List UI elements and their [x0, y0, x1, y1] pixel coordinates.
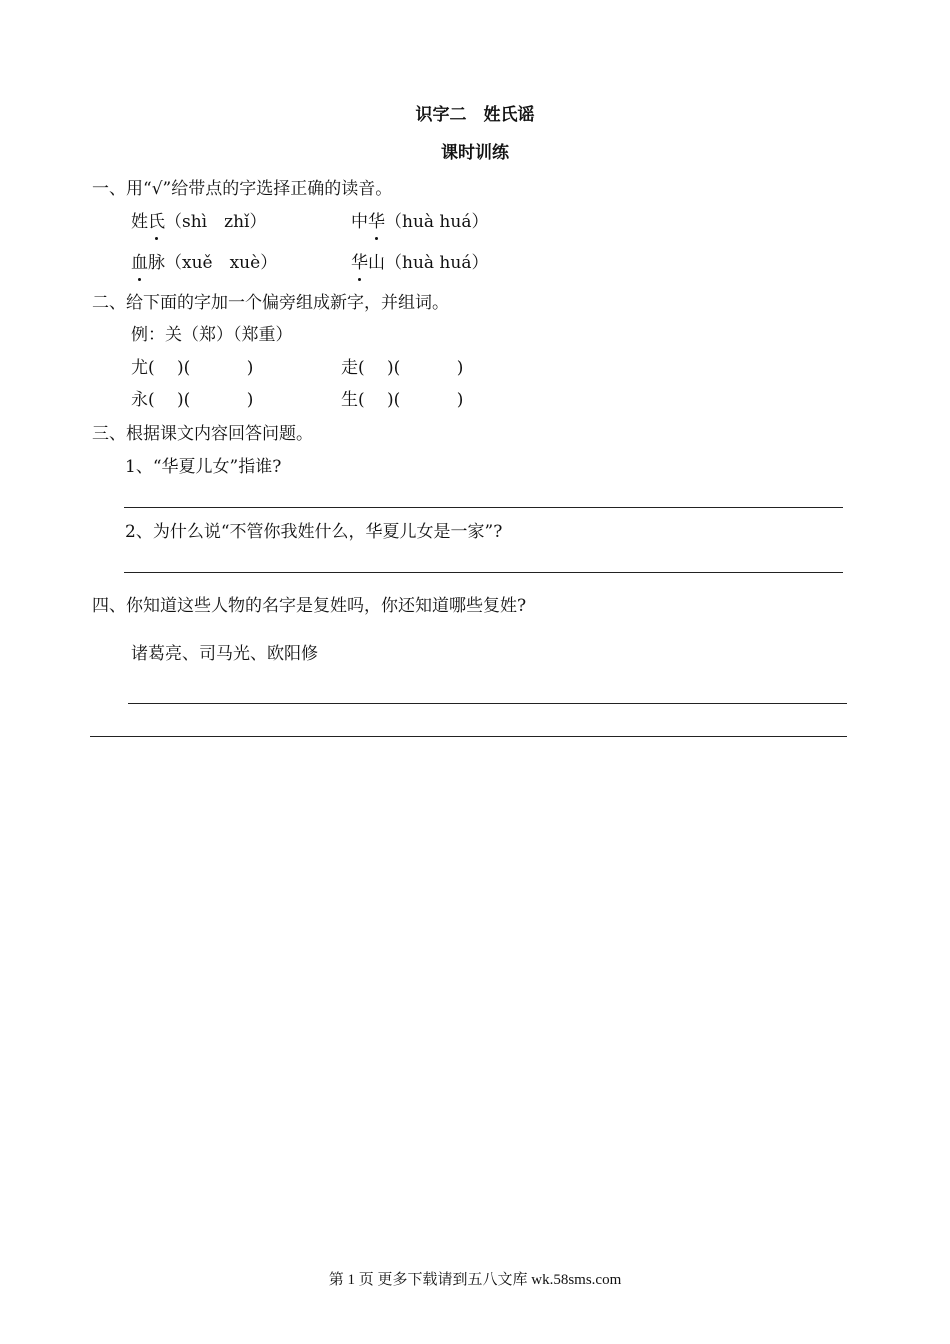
q2-char: 永	[131, 390, 148, 410]
dotted-char: 血	[131, 253, 148, 273]
q1-item-post: 脉	[148, 253, 165, 273]
answer-line[interactable]	[124, 572, 843, 573]
dotted-char: 华	[368, 212, 385, 232]
q1-item-options: （huà huá）	[385, 253, 489, 273]
q2-blanks[interactable]: ( )( )	[148, 390, 254, 410]
q2-char: 走	[341, 358, 358, 378]
q2-blanks[interactable]: ( )( )	[358, 390, 464, 410]
q2-char: 生	[341, 390, 358, 410]
q2-item	[341, 357, 463, 379]
q1-item	[131, 211, 266, 233]
q2-blanks[interactable]: ( )( )	[358, 358, 464, 378]
q1-item	[351, 252, 488, 274]
q1-item-post: 山	[368, 253, 385, 273]
q2-item	[131, 357, 253, 379]
q1-item-pre: 姓	[131, 212, 148, 232]
q3-prompt: 三、根据课文内容回答问题。	[92, 424, 313, 444]
q2-example: 例：关（郑）（郑重）	[131, 325, 293, 345]
q3-sub2: 2、为什么说“不管你我姓什么，华夏儿女是一家”?	[125, 522, 503, 542]
dotted-char: 氏	[148, 212, 165, 232]
page-title: 识字二 姓氏谣	[415, 105, 535, 125]
q1-item-options: （huà huá）	[385, 212, 489, 232]
q2-char: 尤	[131, 358, 148, 378]
q2-item	[131, 389, 253, 411]
q1-item-options: （shì zhǐ）	[165, 212, 267, 232]
q2-prompt: 二、给下面的字加一个偏旁组成新字，并组词。	[92, 293, 449, 313]
q1-item-pre: 中	[351, 212, 368, 232]
page-footer: 第 1 页 更多下载请到五八文库 wk.58sms.com	[328, 1272, 622, 1288]
dotted-char: 华	[351, 253, 368, 273]
q2-blanks[interactable]: ( )( )	[148, 358, 254, 378]
q3-sub1: 1、“华夏儿女”指谁?	[125, 457, 282, 477]
page-subtitle: 课时训练	[441, 143, 509, 163]
answer-line[interactable]	[124, 507, 843, 508]
q1-item	[351, 211, 488, 233]
q2-item	[341, 389, 463, 411]
q1-item-options: （xuě xuè）	[165, 253, 278, 273]
answer-line[interactable]	[90, 736, 847, 737]
q1-prompt: 一、用“√”给带点的字选择正确的读音。	[92, 179, 393, 199]
q4-prompt: 四、你知道这些人物的名字是复姓吗，你还知道哪些复姓?	[92, 596, 527, 616]
q1-item	[131, 252, 277, 274]
q4-names: 诸葛亮、司马光、欧阳修	[131, 644, 318, 664]
answer-line[interactable]	[128, 703, 847, 704]
